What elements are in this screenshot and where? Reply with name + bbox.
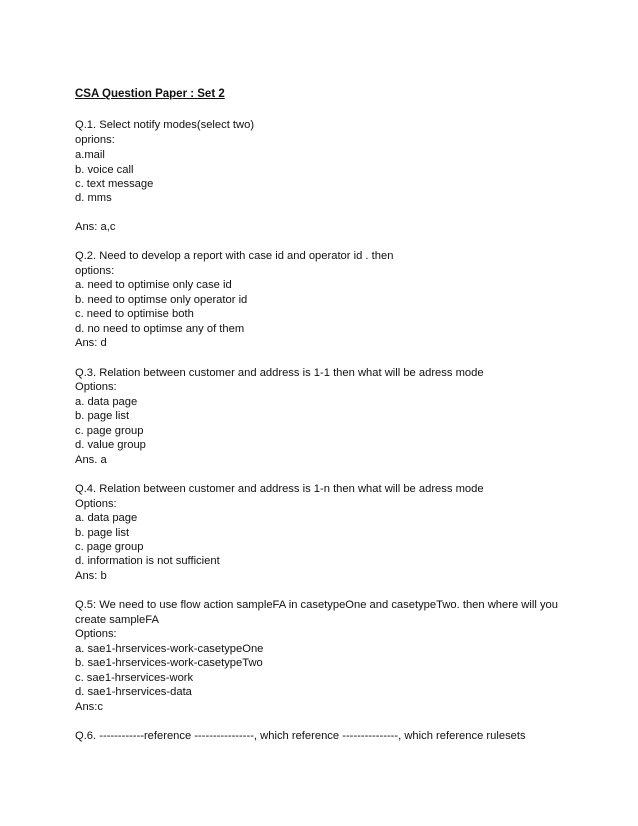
q5-options-label: Options: [75,628,117,640]
q3-answer: Ans. a [75,454,107,466]
q3-question: Q.3. Relation between customer and address is 1-1 then what will be adress mode [75,367,484,379]
q5-option-d: d. sae1-hrservices-data [75,686,192,698]
q3-options-label: Options: [75,381,117,393]
q5-option-c: c. sae1-hrservices-work [75,672,194,684]
q1-options-label: oprions: [75,134,115,146]
q2-question: Q.2. Need to develop a report with case id and operator id . then [75,250,394,262]
q2-option-a: a. need to optimise only case id [75,279,232,291]
q3-option-c: c. page group [75,425,144,437]
q1-option-c: c. text message [75,178,154,190]
q4-option-a: a. data page [75,512,138,524]
q2-answer: Ans: d [75,337,107,349]
q4-question: Q.4. Relation between customer and address is 1-n then what will be adress mode [75,483,484,495]
q4-option-c: c. page group [75,541,144,553]
q3-option-b: b. page list [75,410,130,422]
q5-option-b: b. sae1-hrservices-work-casetypeTwo [75,657,263,669]
q3-option-d: d. value group [75,439,146,451]
q1-answer: Ans: a,c [75,221,116,233]
q2-option-b: b. need to optimse only operator id [75,294,248,306]
q6-question: Q.6. ------------reference ----------------, which reference ---------------, which reference rulesets [75,730,526,742]
q1-option-b: b. voice call [75,164,134,176]
q5-answer: Ans:c [75,701,103,713]
q1-question: Q.1. Select notify modes(select two) [75,119,255,131]
q1-option-a: a.mail [75,149,105,161]
q4-options-label: Options: [75,498,117,510]
document-title: CSA Question Paper : Set 2 [75,88,225,100]
q4-option-d: d. information is not sufficient [75,555,220,567]
q1-option-d: d. mms [75,192,112,204]
q2-option-c: c. need to optimise both [75,308,194,320]
q4-option-b: b. page list [75,527,130,539]
q4-answer: Ans: b [75,570,107,582]
q5-option-a: a. sae1-hrservices-work-casetypeOne [75,643,264,655]
q2-option-d: d. no need to optimse any of them [75,323,245,335]
q2-options-label: options: [75,265,115,277]
q5-question-line2: create sampleFA [75,614,159,626]
q5-question-line1: Q.5: We need to use flow action sampleFA in casetypeOne and casetypeTwo. then where will you [75,599,558,611]
q3-option-a: a. data page [75,396,138,408]
